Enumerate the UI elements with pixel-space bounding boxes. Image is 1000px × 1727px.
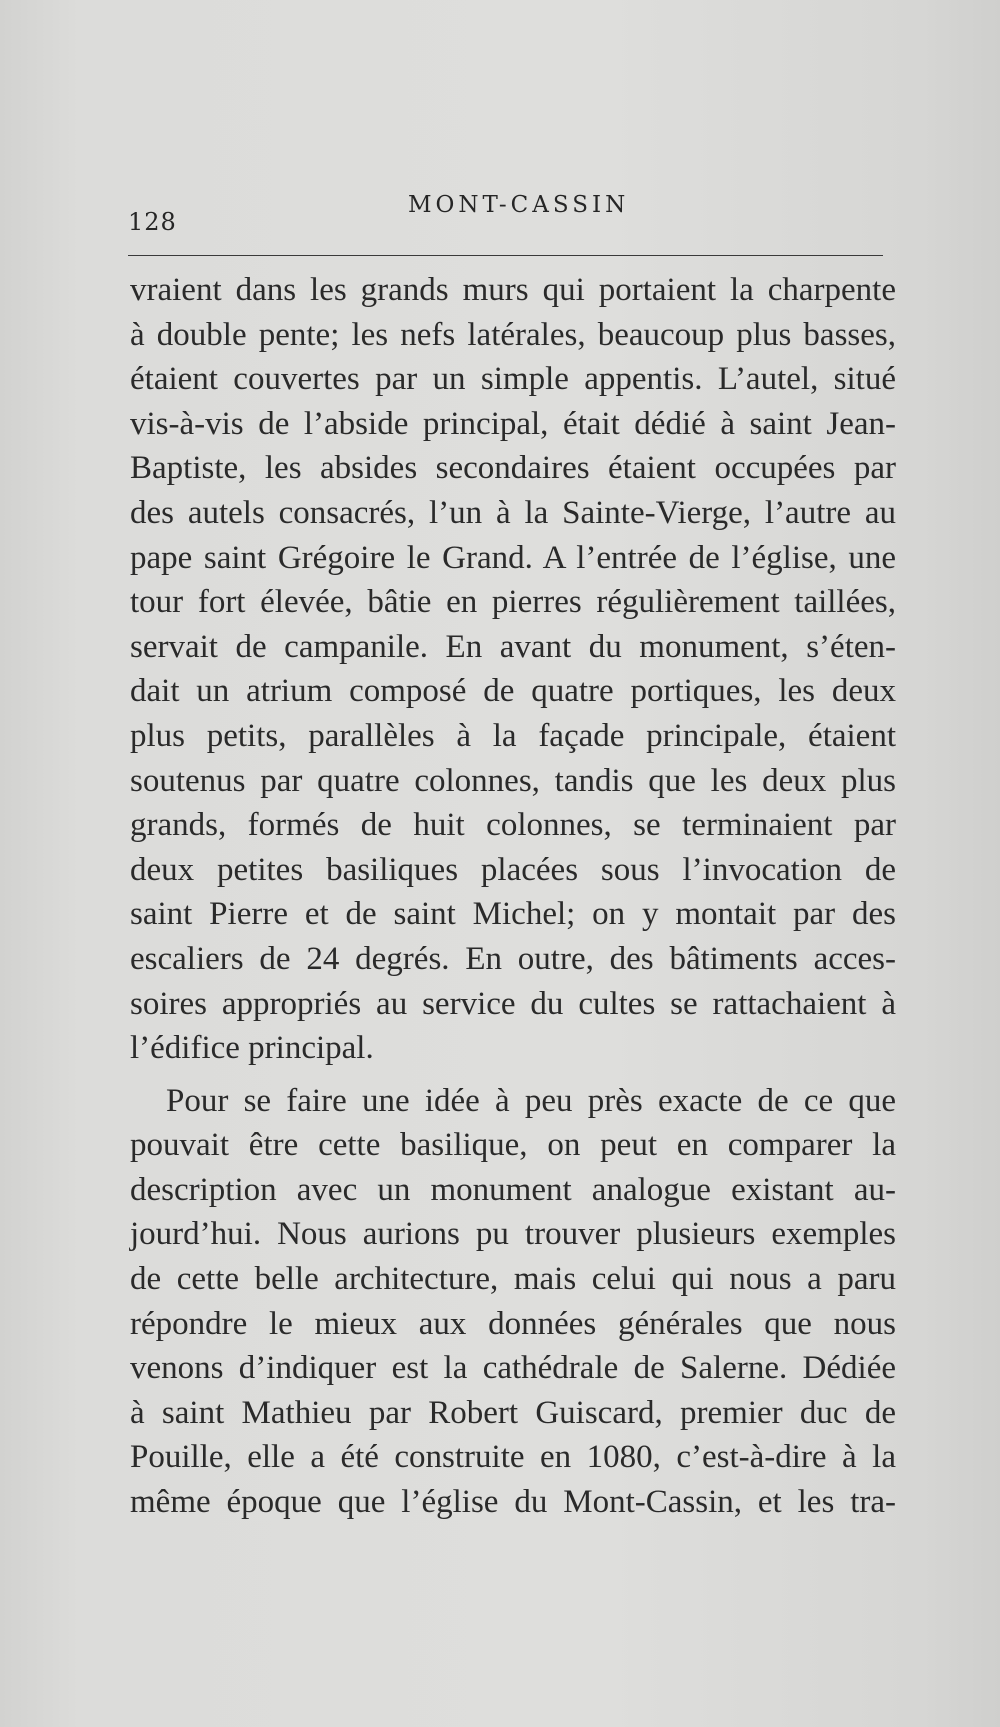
paragraph-start-line: Pour se faire une idée à peu près exacte de ce que [166, 1082, 896, 1119]
text-line: venons d’indiquer est la cathédrale de Salerne. Dédiée [130, 1350, 896, 1387]
text-line: répondre le mieux aux données générales que nous [130, 1305, 896, 1342]
text-line: étaient couvertes par un simple appentis. L’autel, situé [130, 361, 896, 398]
text-line: description avec un monument analogue existant au- [130, 1171, 896, 1208]
text-line: même époque que l’église du Mont-Cassin, et les tra- [130, 1484, 896, 1521]
text-line: escaliers de 24 degrés. En outre, des bâtiments acces- [130, 940, 896, 977]
text-line: soires appropriés au service du cultes se rattachaient à [130, 985, 896, 1022]
text-line: jourd’hui. Nous aurions pu trouver plusieurs exemples [130, 1216, 896, 1253]
text-line: dait un atrium composé de quatre portiques, les deux [130, 673, 896, 710]
body-text [130, 268, 896, 1525]
page-header [128, 188, 883, 234]
text-line: à double pente; les nefs latérales, beaucoup plus basses, [130, 316, 896, 353]
text-line: de cette belle architecture, mais celui qui nous a paru [130, 1261, 896, 1298]
text-line: servait de campanile. En avant du monument, s’éten- [130, 628, 896, 665]
text-line: à saint Mathieu par Robert Guiscard, premier duc de [130, 1394, 896, 1431]
text-line: deux petites basiliques placées sous l’invocation de [130, 851, 896, 888]
page-number: 128 [128, 208, 177, 236]
text-line: plus petits, parallèles à la façade principale, étaient [130, 717, 896, 754]
text-line: saint Pierre et de saint Michel; on y montait par des [130, 896, 896, 933]
text-line: pape saint Grégoire le Grand. A l’entrée de l’église, une [130, 539, 896, 576]
text-line: vraient dans les grands murs qui portaient la charpente [130, 272, 896, 308]
paragraph-end-line: l’édifice principal. [130, 1030, 374, 1067]
text-line: des autels consacrés, l’un à la Sainte-Vierge, l’autre au [130, 494, 896, 531]
text-line: vis-à-vis de l’abside principal, était dédié à saint Jean- [130, 405, 896, 442]
text-line: Pouille, elle a été construite en 1080, c’est-à-dire à la [130, 1439, 896, 1476]
running-title: MONT-CASSIN [408, 192, 630, 218]
text-line: grands, formés de huit colonnes, se terminaient par [130, 807, 896, 844]
text-line: pouvait être cette basilique, on peut en comparer la [130, 1127, 896, 1164]
text-line: soutenus par quatre colonnes, tandis que les deux plus [130, 762, 896, 799]
header-rule [128, 255, 883, 256]
text-line: tour fort élevée, bâtie en pierres régulièrement taillées, [130, 584, 896, 621]
text-line: Baptiste, les absides secondaires étaient occupées par [130, 450, 896, 487]
